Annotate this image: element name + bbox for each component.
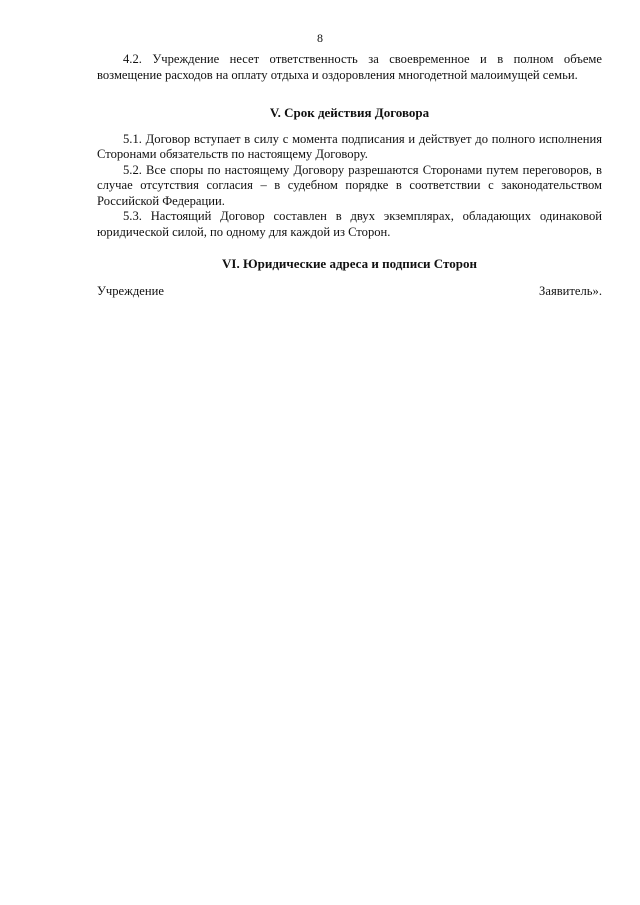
clause-4-2: 4.2. Учреждение несет ответственность за своевременное и в полном объеме возмещение расходов на оплату отдыха и оздоровления многодетной малоимущей семьи.: [97, 52, 602, 82]
clause-5-3: 5.3. Настоящий Договор составлен в двух экземплярах, обладающих одинаковой юридической силой, по одному для каждой из Сторон.: [97, 209, 602, 239]
page-number: 8: [317, 31, 323, 45]
clause-5-1: 5.1. Договор вступает в силу с момента подписания и действует до полного исполнения Сторонами обязательств по настоящему Договору.: [97, 131, 602, 161]
right-party-label: Заявитель».: [539, 283, 602, 298]
left-party-label: Учреждение: [97, 283, 164, 298]
clause-5-2: 5.2. Все споры по настоящему Договору разрешаются Сторонами путем переговоров, в случае отсутствия согласия – в судебном порядке в соответствии с законодательством Российской Федерации.: [97, 162, 602, 208]
signature-row: [97, 284, 602, 300]
section-6-heading: VI. Юридические адреса и подписи Сторон: [222, 256, 477, 271]
section-5-heading: V. Срок действия Договора: [269, 105, 430, 120]
document-body: [97, 52, 602, 299]
